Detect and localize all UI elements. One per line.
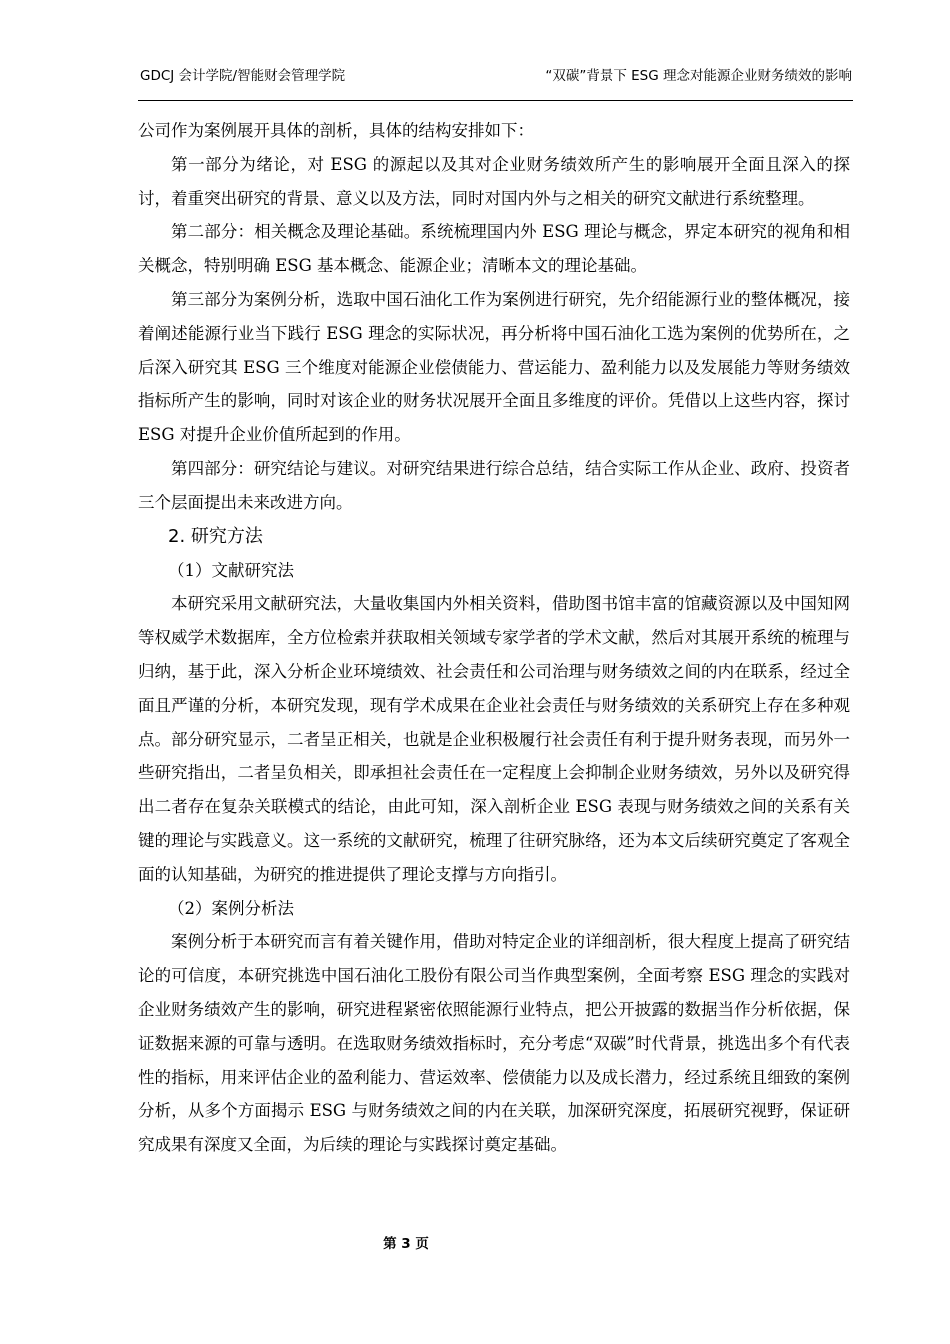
paragraph-case-method: 案例分析于本研究而言有着关键作用，借助对特定企业的详细剖析，很大程度上提高了研究结论的可信度，本研究挑选中国石油化工股份有限公司当作典型案例，全面考察 ESG 理念的实践对企业财务绩效产生的影响，研究进程紧密依照能源行业特点，把公开披露的数据当作分析依据，保证数据来源的可靠与透明。在选取财务绩效指标时，充分考虑“双碳”时代背景，挑选出多个有代表性的指标，用来评估企业的盈利能力、营运效率、偿债能力以及成长潜力，经过系统且细致的案例分析，从多个方面揭示 ESG 与财务绩效之间的内在关联，加深研究深度，拓展研究视野，保证研究成果有深度又全面，为后续的理论与实践探讨奠定基础。: [138, 932, 850, 1155]
page-header: [140, 66, 852, 88]
section-heading-research-methods: 2. 研究方法: [168, 525, 263, 547]
paragraph-part-four: 第四部分：研究结论与建议。对研究结果进行综合总结，结合实际工作从企业、政府、投资者三个层面提出未来改进方向。: [138, 458, 850, 512]
paragraph-part-two: 第二部分：相关概念及理论基础。系统梳理国内外 ESG 理论与概念，界定本研究的视角和相关概念，特别明确 ESG 基本概念、能源企业；清晰本文的理论基础。: [138, 222, 850, 276]
header-institution: GDCJ 会计学院/智能财会管理学院: [140, 68, 346, 84]
subheading-case-method: （2）案例分析法: [168, 898, 294, 918]
page-number: 第 3 页: [383, 1236, 429, 1252]
page-body: [138, 114, 850, 1162]
paragraph-literature-method: 本研究采用文献研究法，大量收集国内外相关资料，借助图书馆丰富的馆藏资源以及中国知网等权威学术数据库，全方位检索并获取相关领域专家学者的学术文献，然后对其展开系统的梳理与归纳，基于此，深入分析企业环境绩效、社会责任和公司治理与财务绩效之间的内在联系，经过全面且严谨的分析，本研究发现，现有学术成果在企业社会责任与财务绩效的关系研究上存在多种观点。部分研究显示，二者呈正相关，也就是企业积极履行社会责任有利于提升财务表现，而另外一些研究指出，二者呈负相关，即承担社会责任在一定程度上会抑制企业财务绩效，另外以及研究得出二者存在复杂关联模式的结论，由此可知，深入剖析企业 ESG 表现与财务绩效之间的关系有关键的理论与实践意义。这一系统的文献研究，梳理了往研究脉络，还为本文后续研究奠定了客观全面的认知基础，为研究的推进提供了理论支撑与方向指引。: [138, 594, 850, 884]
header-divider: [138, 100, 853, 101]
paragraph-part-three: 第三部分为案例分析，选取中国石油化工作为案例进行研究，先介绍能源行业的整体概况，接着阐述能源行业当下践行 ESG 理念的实际状况，再分析将中国石油化工选为案例的优势所在，之后深入研究其 ESG 三个维度对能源企业偿债能力、营运能力、盈利能力以及发展能力等财务绩效指标所产生的影响，同时对该企业的财务状况展开全面且多维度的评价。凭借以上这些内容，探讨 ESG 对提升企业价值所起到的作用。: [138, 289, 850, 445]
subheading-literature-method: （1）文献研究法: [168, 560, 294, 580]
paragraph-structure-intro: 公司作为案例展开具体的剖析，具体的结构安排如下：: [138, 121, 534, 140]
header-thesis-title: “双碳”背景下 ESG 理念对能源企业财务绩效的影响: [545, 68, 852, 84]
paragraph-part-one: 第一部分为绪论，对 ESG 的源起以及其对企业财务绩效所产生的影响展开全面且深入的探讨，着重突出研究的背景、意义以及方法，同时对国内外与之相关的研究文献进行系统整理。: [138, 154, 850, 208]
